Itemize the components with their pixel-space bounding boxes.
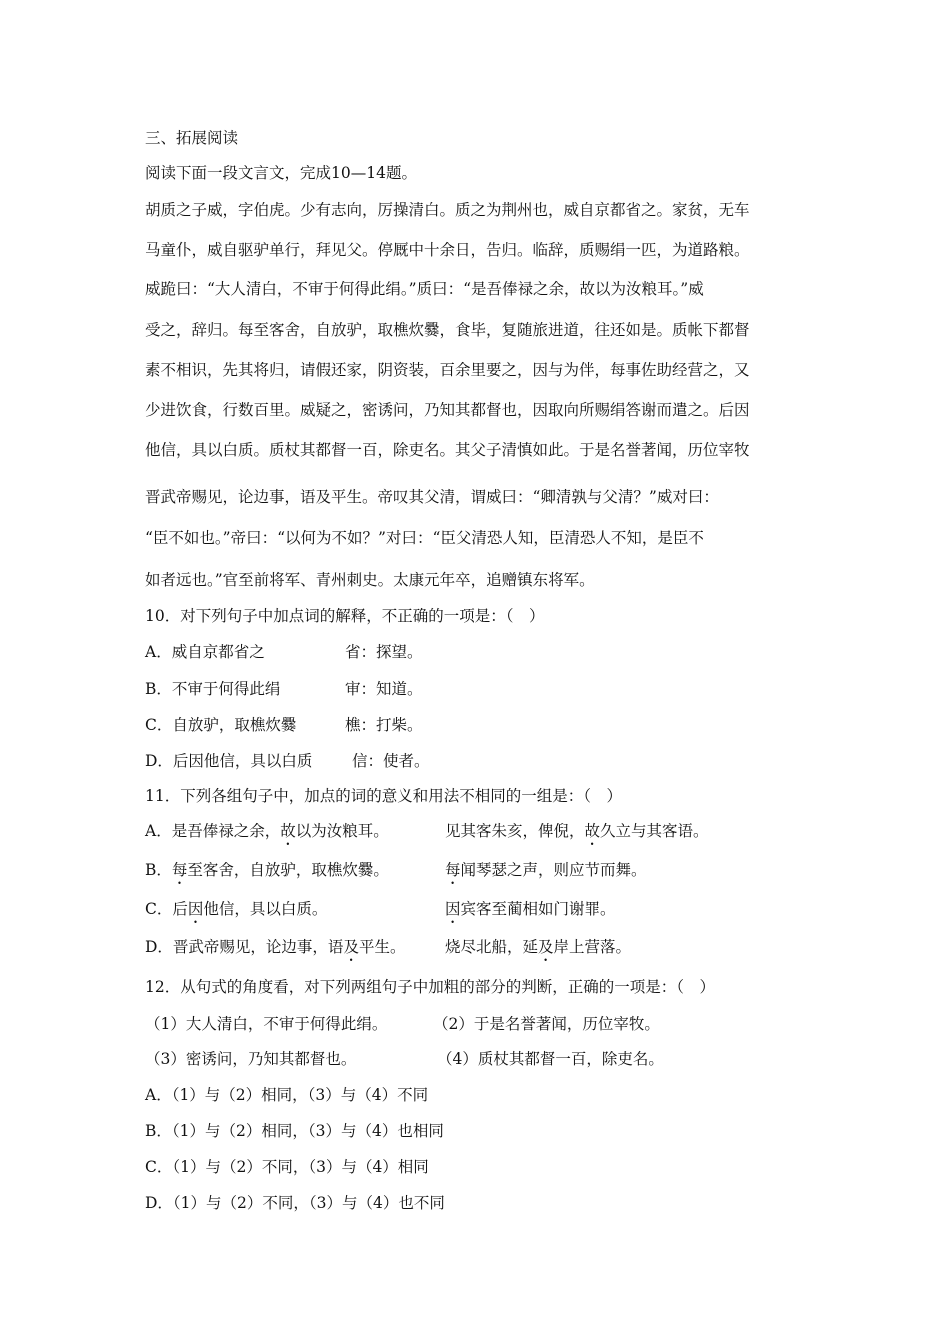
q12-option-a: A．（1）与（2）相同，（3）与（4）不同	[145, 1086, 429, 1104]
dotted-word: 每	[171, 861, 188, 879]
dotted-word: 每	[445, 861, 461, 879]
q10-option-b-answer: 审：知道。	[345, 680, 423, 698]
q10-option-c-answer: 樵：打柴。	[345, 716, 423, 734]
passage-line: 受之，辞归。每至客舍，自放驴，取樵炊爨，食毕，复随旅进道，往还如是。质帐下都督	[145, 321, 750, 339]
q11-option-a-left: A．是吾俸禄之余，故以为汝粮耳。	[145, 822, 389, 840]
dotted-word: 因	[445, 900, 461, 918]
passage-line: 胡质之子威，字伯虎。少有志向，厉操清白。质之为荆州也，威自京都省之。家贫，无车	[145, 201, 750, 219]
q12-sentence-3: （3）密诱问，乃知其都督也。	[145, 1050, 357, 1068]
dotted-word: 及	[343, 938, 359, 956]
passage-line: “臣不如也。”帝曰：“以何为不如？”对曰：“臣父清恐人知，臣清恐人不知，是臣不	[145, 529, 704, 547]
passage-line: 如者远也。”官至前将军、青州刺史。太康元年卒，追赠镇东将军。	[145, 571, 595, 589]
passage-line: 晋武帝赐见，论边事，语及平生。帝叹其父清，谓威曰：“卿清孰与父清？”威对曰：	[145, 488, 719, 506]
q11-option-d-left: D．晋武帝赐见，论边事，语及平生。	[145, 938, 406, 956]
q12-option-d: D．（1）与（2）不同，（3）与（4）也不同	[145, 1194, 445, 1212]
q11-option-a-right: 见其客朱亥，俾倪，故久立与其客语。	[445, 822, 709, 840]
q10-option-b: B．不审于何得此绢	[145, 680, 281, 698]
q11-option-b-right: 每闻琴瑟之声，则应节而舞。	[445, 861, 647, 879]
q12-option-b: B．（1）与（2）相同，（3）与（4）也相同	[145, 1122, 444, 1140]
passage-line: 威跪曰：“大人清白，不审于何得此绢。”质曰：“是吾俸禄之余，故以为汝粮耳。”威	[145, 280, 704, 298]
passage-line: 他信，具以白质。质杖其都督一百，除吏名。其父子清慎如此。于是名誉著闻，历位宰牧	[145, 441, 750, 459]
q10-option-a: A．威自京都省之	[145, 643, 265, 661]
q12-sentence-1: （1）大人清白，不审于何得此绢。	[145, 1015, 388, 1033]
q10-option-c: C．自放驴，取樵炊爨	[145, 716, 297, 734]
passage-line: 素不相识，先其将归，请假还家，阴资装，百余里要之，因与为伴，每事佐助经营之，又	[145, 361, 750, 379]
q11-option-c-left: C．后因他信，具以白质。	[145, 900, 328, 918]
section-title: 三、拓展阅读	[145, 129, 239, 147]
dotted-word: 故	[280, 822, 296, 840]
passage-line: 少进饮食，行数百里。威疑之，密诱问，乃知其都督也，因取向所赐绢答谢而遣之。后因	[145, 401, 750, 419]
instruction: 阅读下面一段文言文，完成10—14题。	[145, 164, 417, 182]
q12-sentence-4: （4）质杖其都督一百，除吏名。	[437, 1050, 664, 1068]
q11-stem: 11．下列各组句子中，加点的词的意义和用法不相同的一组是：（ ）	[145, 787, 622, 805]
q10-option-d-answer: 信：使者。	[352, 752, 430, 770]
q12-stem: 12．从句式的角度看，对下列两组句子中加粗的部分的判断，正确的一项是：（ ）	[145, 978, 715, 996]
q11-option-d-right: 烧尽北船，延及岸上营落。	[445, 938, 632, 956]
q11-option-c-right: 因宾客至蔺相如门谢罪。	[445, 900, 616, 918]
q10-option-d: D．后因他信，具以白质	[145, 752, 313, 770]
q10-option-a-answer: 省：探望。	[345, 643, 423, 661]
q11-option-b-left: B．每至客舍，自放驴，取樵炊爨。	[145, 861, 389, 879]
dotted-word: 及	[538, 938, 554, 956]
passage-line: 马童仆，威自驱驴单行，拜见父。停厩中十余日，告归。临辞，质赐绢一匹，为道路粮。	[145, 241, 750, 259]
q10-stem: 10．对下列句子中加点词的解释，不正确的一项是：（ ）	[145, 607, 545, 625]
q12-sentence-2: （2）于是名誉著闻，历位宰牧。	[433, 1015, 660, 1033]
dotted-word: 因	[187, 900, 204, 918]
dotted-word: 故	[584, 822, 601, 840]
q12-option-c: C．（1）与（2）不同，（3）与（4）相同	[145, 1158, 429, 1176]
